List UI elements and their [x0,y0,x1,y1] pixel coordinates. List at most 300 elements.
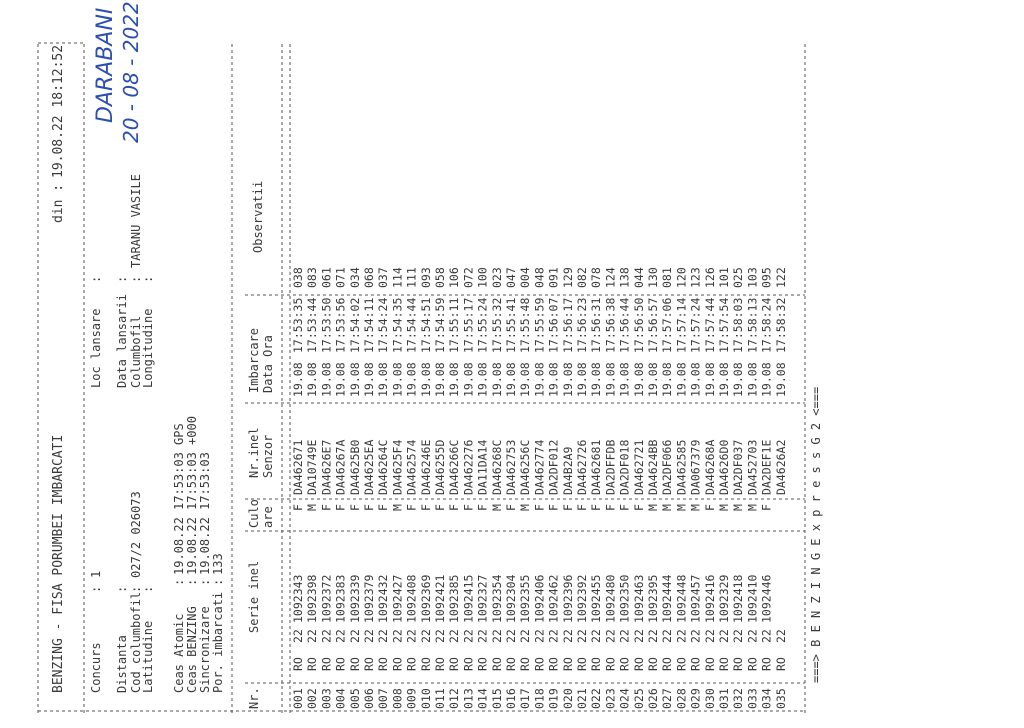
cell-date: 19.08 [759,362,774,397]
cell-obs: 120 [674,267,689,288]
cell-obs: 126 [702,267,717,288]
cell-sex: F [447,504,462,511]
cell-date: 19.08 [489,362,504,397]
cell-sex: F [504,504,518,511]
cell-nr: 019 [546,688,561,709]
cell-sensor: DA2DF012 [546,439,561,495]
cell-country: RO [475,657,490,671]
cell-year: 22 [773,629,788,643]
cell-nr: 006 [362,688,376,709]
cell-sex: M [489,504,504,511]
cell-country: RO [617,657,632,671]
clock-label-0: Ceas Atomic [172,613,186,693]
cell-ring: 1092379 [362,574,376,623]
table-row [547,267,561,709]
cell-ring: 1092369 [418,574,433,623]
col-serie-inel: Serie inel [247,560,261,633]
cell-nr: 014 [475,688,490,709]
table-row [632,267,646,709]
cell-country: RO [319,657,334,671]
cell-obs: 091 [546,267,561,288]
cell-time: 17:56:44 [617,297,632,353]
cell-date: 19.08 [575,362,589,397]
cell-sensor: DA2DF018 [617,439,632,495]
cell-date: 19.08 [532,362,547,397]
cell-time: 17:56:50 [631,297,646,353]
cell-time: 17:53:50 [319,297,334,353]
cell-obs: 093 [418,267,433,288]
cell-date: 19.08 [660,362,675,397]
cell-country: RO [362,657,376,671]
cell-country: RO [702,657,717,671]
cell-sex: F [546,504,561,511]
info-right-label-2: Data lansarii [115,294,129,388]
cell-time: 17:57:06 [660,297,675,353]
cell-time: 17:57:24 [688,297,703,353]
cell-nr: 020 [560,688,575,709]
cell-year: 22 [617,629,632,643]
info-left-value-3: 027/2 026073 [129,491,143,578]
col-nr-inel-line2: Senzor [261,434,275,478]
cell-year: 22 [674,629,689,643]
cell-sex: F [475,504,490,511]
table-row [760,267,774,709]
cell-ring: 1092444 [660,574,675,623]
cell-sensor: DA4625F4 [390,439,405,495]
cell-sex: F [362,504,376,511]
cell-time: 17:55:41 [504,297,518,353]
cell-year: 22 [759,629,774,643]
cell-nr: 027 [660,688,675,709]
cell-date: 19.08 [589,362,604,397]
cell-sex: M [717,504,731,511]
cell-year: 22 [660,629,675,643]
cell-time: 17:55:11 [447,297,462,353]
info-left-label-3: Cod columbofil [129,591,143,693]
cell-country: RO [745,657,760,671]
cell-ring: 1092304 [504,574,518,623]
clock-sep-2: : [198,578,212,586]
table-row [476,267,490,709]
footer-brand: ===> B E N Z I N G E x p r e s s G 2 <=== [809,386,823,683]
cell-ring: 1092457 [688,574,703,623]
table-row [419,267,433,709]
cell-country: RO [674,657,689,671]
table-row [362,267,376,709]
cell-sex: F [631,504,646,511]
cell-sex: F [589,504,604,511]
cell-date: 19.08 [546,362,561,397]
cell-sensor: DA46264C [376,439,391,495]
cell-year: 22 [745,629,760,643]
cell-sensor: DA10749E [305,439,320,495]
cell-sex: F [291,504,305,511]
cell-ring: 1092427 [390,574,405,623]
table-row [291,267,305,709]
info-right-sep-0: : [89,275,103,283]
cell-country: RO [461,657,476,671]
cell-date: 19.08 [475,362,490,397]
cell-obs: 025 [731,267,746,288]
cell-country: RO [759,657,774,671]
table-row [603,267,617,709]
cell-sex: F [404,504,419,511]
cell-date: 19.08 [291,362,305,397]
cell-obs: 095 [759,267,774,288]
cell-year: 22 [546,629,561,643]
cell-sensor: DA46266C [447,439,462,495]
cell-nr: 013 [461,688,476,709]
cell-sex: M [731,504,746,511]
cell-obs: 106 [447,267,462,288]
cell-year: 22 [646,629,660,643]
cell-sensor: DA4626E7 [319,439,334,495]
cell-sensor: DA462681 [589,439,604,495]
cell-sensor: DA2DF066 [660,439,675,495]
cell-sex: F [560,504,575,511]
cell-time: 17:56:38 [603,297,618,353]
clock-value-3: 133 [211,553,225,575]
clock-label-3: Por. imbarcati [211,591,225,693]
cell-nr: 002 [305,688,320,709]
cell-time: 17:53:56 [333,297,348,353]
table-row [390,267,404,709]
cell-sex: M [646,504,660,511]
cell-ring: 1092339 [347,574,362,623]
cell-sensor: DA46268A [702,439,717,495]
cell-sensor: DA4B2A9 [560,446,575,495]
info-right-label-0: Loc lansare [89,308,103,388]
table-row [589,267,603,709]
info-left-value-0: 1 [89,570,103,578]
cell-nr: 009 [404,688,419,709]
cell-year: 22 [447,629,462,643]
cell-nr: 015 [489,688,504,709]
cell-sensor: DA46246E [418,439,433,495]
clock-sep-1: : [185,578,199,586]
table-row [490,267,504,709]
cell-year: 22 [702,629,717,643]
din-value: 19.08.22 18:12:52 [51,44,66,178]
cell-sensor: DA4624BB [646,439,660,495]
cell-country: RO [390,657,405,671]
info-left-label-2: Distanta [115,635,129,693]
cell-date: 19.08 [433,362,447,397]
cell-sex: F [347,504,362,511]
cell-sensor: DA462774 [532,439,547,495]
cell-date: 19.08 [418,362,433,397]
cell-obs: 103 [745,267,760,288]
cell-obs: 061 [319,267,334,288]
table-row [646,267,660,709]
cell-ring: 1092455 [589,574,604,623]
cell-nr: 016 [504,688,518,709]
cell-date: 19.08 [717,362,731,397]
cell-ring: 1092329 [717,574,731,623]
cell-sensor: DA11DA14 [475,439,490,495]
info-right-sep-3: : [129,275,143,283]
table-row [745,267,759,709]
cell-sensor: DA067379 [688,439,703,495]
cell-time: 17:54:11 [362,297,376,353]
cell-obs: 004 [518,267,533,288]
table-header [247,181,275,709]
cell-date: 19.08 [646,362,660,397]
cell-country: RO [773,657,788,671]
table-row [532,267,546,709]
table-row [405,267,419,709]
clock-sep-3: : [211,578,225,586]
cell-year: 22 [631,629,646,643]
cell-nr: 011 [433,688,447,709]
cell-date: 19.08 [461,362,476,397]
clock-block [172,416,225,693]
cell-sex: F [319,504,334,511]
cell-country: RO [291,657,305,671]
cell-obs: 082 [575,267,589,288]
cell-ring: 1092396 [560,574,575,623]
cell-sensor: DA46255D [433,439,447,495]
cell-sensor: DA462574 [404,439,419,495]
cell-ring: 1092462 [546,574,561,623]
cell-country: RO [589,657,604,671]
cell-country: RO [575,657,589,671]
cell-year: 22 [404,629,419,643]
cell-date: 19.08 [333,362,348,397]
cell-date: 19.08 [745,362,760,397]
cell-time: 17:54:24 [376,297,391,353]
cell-nr: 001 [291,688,305,709]
cell-time: 17:58:32 [773,297,788,353]
cell-obs: 130 [646,267,660,288]
cell-year: 22 [418,629,433,643]
cell-date: 19.08 [376,362,391,397]
cell-time: 17:56:57 [646,297,660,353]
cell-time: 17:53:35 [291,297,305,353]
cell-obs: 058 [433,267,447,288]
cell-year: 22 [433,629,447,643]
cell-country: RO [504,657,518,671]
cell-ring: 1092392 [575,574,589,623]
info-right-label-4: Longitudine [141,308,155,388]
cell-ring: 1092327 [475,574,490,623]
cell-nr: 028 [674,688,689,709]
document-title: BENZING - FISA PORUMBEI IMBARCATI [51,434,66,693]
cell-sensor: DA2DFFDB [603,439,618,495]
cell-date: 19.08 [404,362,419,397]
cell-country: RO [518,657,533,671]
cell-country: RO [546,657,561,671]
cell-time: 17:55:17 [461,297,476,353]
table-row [703,267,717,709]
table-row [433,267,447,709]
cell-country: RO [489,657,504,671]
cell-date: 19.08 [702,362,717,397]
cell-sex: M [518,504,533,511]
cell-sensor: DA4626D0 [717,439,731,495]
cell-country: RO [418,657,433,671]
cell-sex: F [603,504,618,511]
cell-date: 19.08 [347,362,362,397]
cell-nr: 034 [759,688,774,709]
cell-obs: 068 [362,267,376,288]
cell-year: 22 [504,629,518,643]
cell-year: 22 [362,629,376,643]
cell-date: 19.08 [362,362,376,397]
cell-nr: 025 [631,688,646,709]
info-right-block [89,174,155,388]
info-left-sep-2: : [115,585,129,593]
cell-sex: M [305,504,320,511]
cell-obs: 111 [404,267,419,288]
cell-year: 22 [347,629,362,643]
cell-year: 22 [717,629,731,643]
cell-sex: M [688,504,703,511]
cell-nr: 022 [589,688,604,709]
cell-year: 22 [291,629,305,643]
info-right-label-3: Columbofil [129,315,143,388]
table-row [774,267,788,709]
cell-time: 17:54:44 [404,297,419,353]
cell-sex: F [376,504,391,511]
cell-obs: 101 [717,267,731,288]
cell-ring: 1092406 [532,574,547,623]
cell-sensor: DA2DEF1E [759,439,774,495]
cell-nr: 029 [688,688,703,709]
cell-time: 17:58:13 [745,297,760,353]
cell-time: 17:54:35 [390,297,405,353]
cell-date: 19.08 [631,362,646,397]
cell-nr: 012 [447,688,462,709]
cell-nr: 007 [376,688,391,709]
cell-nr: 017 [518,688,533,709]
cell-year: 22 [319,629,334,643]
info-left-block [89,491,155,693]
cell-year: 22 [333,629,348,643]
cell-nr: 010 [418,688,433,709]
cell-sensor: DA4625B0 [347,439,362,495]
cell-country: RO [333,657,348,671]
cell-country: RO [404,657,419,671]
col-imbarcare-line2: Data Ora [261,335,275,393]
cell-sex: F [702,504,717,511]
cell-ring: 1092463 [631,574,646,623]
cell-ring: 1092415 [461,574,476,623]
cell-ring: 1092395 [646,574,660,623]
cell-year: 22 [376,629,391,643]
col-nr-inel-line1: Nr.inel [247,427,261,478]
cell-country: RO [447,657,462,671]
din-label: din : [51,183,66,223]
cell-nr: 023 [603,688,618,709]
cell-date: 19.08 [773,362,788,397]
cell-year: 22 [390,629,405,643]
cell-nr: 030 [702,688,717,709]
cell-obs: 124 [603,267,618,288]
table-row [461,267,475,709]
cell-time: 17:55:59 [532,297,547,353]
cell-sensor: DA462753 [504,439,518,495]
cell-ring: 1092355 [518,574,533,623]
cell-obs: 038 [291,267,305,288]
cell-year: 22 [475,629,490,643]
cell-time: 17:56:31 [589,297,604,353]
table-row [518,267,532,709]
cell-obs: 114 [390,267,405,288]
cell-country: RO [347,657,362,671]
cell-year: 22 [489,629,504,643]
cell-sex: F [461,504,476,511]
cell-time: 17:57:44 [702,297,717,353]
table-row [305,267,319,709]
cell-obs: 047 [504,267,518,288]
table-row [348,267,362,709]
cell-time: 17:58:03 [731,297,746,353]
cell-sensor: DA46268C [489,439,504,495]
cell-sensor: DA462276 [461,439,476,495]
cell-country: RO [631,657,646,671]
cell-year: 22 [532,629,547,643]
cell-country: RO [688,657,703,671]
cell-year: 22 [575,629,589,643]
info-left-label-0: Concurs [89,642,103,693]
cell-sex: F [617,504,632,511]
cell-date: 19.08 [603,362,618,397]
cell-time: 17:57:54 [717,297,731,353]
cell-time: 17:57:14 [674,297,689,353]
cell-nr: 005 [347,688,362,709]
cell-sex: F [532,504,547,511]
col-culoare-line2: are [261,506,275,528]
cell-country: RO [603,657,618,671]
clock-sep-0: : [172,578,186,586]
cell-obs: 071 [333,267,348,288]
cell-date: 19.08 [518,362,533,397]
cell-sensor: DA462721 [631,439,646,495]
cell-sex: F [759,504,774,511]
cell-nr: 004 [333,688,348,709]
clock-label-2: Sincronizare [198,606,212,693]
cell-year: 22 [688,629,703,643]
col-observatii: Observatii [251,180,265,253]
cell-obs: 100 [475,267,490,288]
cell-obs: 129 [560,267,575,288]
cell-sensor: DA2DF037 [731,439,746,495]
cell-ring: 1092421 [433,574,447,623]
cell-ring: 1092398 [305,574,320,623]
cell-obs: 037 [376,267,391,288]
cell-date: 19.08 [731,362,746,397]
cell-date: 19.08 [560,362,575,397]
cell-ring: 1092343 [291,574,305,623]
cell-ring: 1092416 [702,574,717,623]
cell-time: 17:55:24 [475,297,490,353]
cell-nr: 026 [646,688,660,709]
cell-year: 22 [518,629,533,643]
clock-label-1: Ceas BENZING [185,606,199,693]
cell-nr: 018 [532,688,547,709]
table-row [660,267,674,709]
info-right-value-3: TARANU VASILE [129,174,143,268]
cell-time: 17:54:51 [418,297,433,353]
cell-ring: 1092383 [333,574,348,623]
cell-date: 19.08 [447,362,462,397]
cell-date: 19.08 [504,362,518,397]
cell-nr: 032 [731,688,746,709]
cell-ring: 1092410 [745,574,760,623]
cell-country: RO [433,657,447,671]
col-nr: Nr. [247,687,261,709]
